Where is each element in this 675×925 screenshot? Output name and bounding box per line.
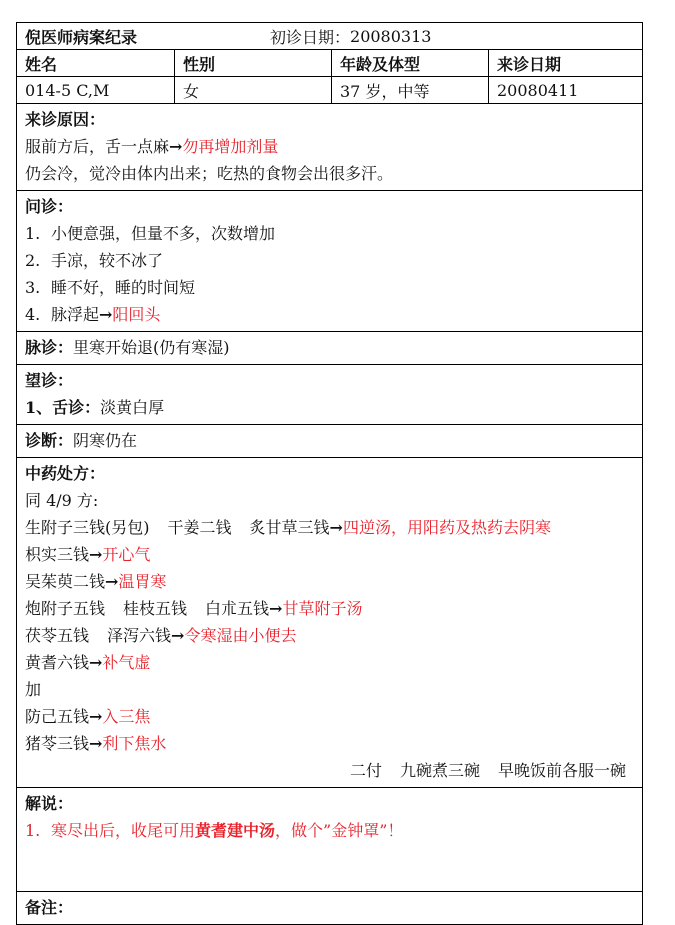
info-header-row <box>17 49 642 76</box>
reason-line-2: 仍会冷，觉冷由体内出来；吃热的食物会出很多汗。 <box>25 164 394 183</box>
list-item: 4. 脉浮起→阳回头 <box>25 305 161 324</box>
herb-line: 炮附子五钱 桂枝五钱 白朮五钱→甘草附子汤 <box>25 599 363 618</box>
diagnosis-label: 诊断： <box>25 431 74 450</box>
arrow-icon: → <box>89 545 103 564</box>
pulse-label: 脉诊： <box>25 338 74 357</box>
prescription-base: 同 4/9 方: <box>25 491 99 510</box>
header-age-build: 年龄及体型 <box>331 50 488 76</box>
notes-label: 备注： <box>25 898 74 917</box>
header-name: 姓名 <box>25 54 58 74</box>
first-visit-label: 初诊日期： <box>270 27 351 47</box>
list-item: 2. 手凉，较不冰了 <box>25 251 164 270</box>
case-record-sheet <box>16 22 643 925</box>
arrow-icon: → <box>105 572 119 591</box>
pulse-section <box>17 331 642 364</box>
tongue-text: 淡黄白厚 <box>100 398 165 417</box>
inquiry-label: 问诊： <box>25 197 74 216</box>
diagnosis-text: 阴寒仍在 <box>73 431 138 450</box>
reason-section <box>17 103 642 190</box>
arrow-icon: → <box>89 734 103 753</box>
info-value-row <box>17 76 642 103</box>
reason-line-1: 服前方后，舌一点麻→勿再增加剂量 <box>25 137 279 156</box>
diagnosis-section <box>17 424 642 457</box>
record-title: 倪医师病案纪录 <box>25 27 138 47</box>
reason-label: 来诊原因： <box>25 110 106 129</box>
record-header <box>17 23 642 49</box>
arrow-icon: → <box>269 599 283 618</box>
arrow-icon: → <box>329 518 343 537</box>
arrow-icon: → <box>89 707 103 726</box>
herb-line: 生附子三钱(另包) 干姜二钱 炙甘草三钱→四逆汤，用阳药及热药去阴寒 <box>25 518 551 537</box>
header-gender: 性别 <box>174 50 331 76</box>
explanation-label: 解说： <box>25 794 74 813</box>
first-visit-date: 20080313 <box>350 26 432 46</box>
list-item: 3. 睡不好，睡的时间短 <box>25 278 196 297</box>
herb-line: 茯苓五钱 泽泻六钱→令寒湿由小便去 <box>25 626 297 645</box>
notes-section <box>17 891 642 924</box>
arrow-icon: → <box>99 305 113 324</box>
inquiry-section <box>17 190 642 331</box>
tongue-label: 1、舌诊： <box>25 398 101 417</box>
header-visit-date: 来诊日期 <box>488 50 642 76</box>
herb-line: 吴茱萸二钱→温胃寒 <box>25 572 167 591</box>
herb-line: 猪苓三钱→利下焦水 <box>25 734 167 753</box>
arrow-icon: → <box>89 653 103 672</box>
pulse-text: 里寒开始退(仍有寒湿) <box>73 338 230 357</box>
explanation-section <box>17 787 642 891</box>
herb-line: 枳实三钱→开心气 <box>25 545 151 564</box>
dosage-line: 二付 九碗煮三碗 早晚饭前各服一碗 <box>349 761 626 780</box>
patient-gender: 女 <box>174 77 331 103</box>
visit-date: 20080411 <box>488 77 642 103</box>
prescription-section <box>17 457 642 787</box>
herb-line: 黄耆六钱→补气虚 <box>25 653 151 672</box>
observation-label: 望诊： <box>25 371 74 390</box>
prescription-label: 中药处方： <box>25 464 106 483</box>
arrow-icon: → <box>171 626 185 645</box>
explanation-item: 1. 寒尽出后，收尾可用黄耆建中汤，做个”金钟罩”！ <box>25 821 404 840</box>
list-item: 1. 小便意强，但量不多，次数增加 <box>25 224 276 243</box>
prescription-add: 加 <box>25 680 42 699</box>
arrow-icon: → <box>169 137 183 156</box>
herb-line: 防己五钱→入三焦 <box>25 707 151 726</box>
patient-age-build: 37 岁，中等 <box>331 77 488 103</box>
patient-id: 014-5 C,M <box>25 80 110 100</box>
observation-section <box>17 364 642 424</box>
